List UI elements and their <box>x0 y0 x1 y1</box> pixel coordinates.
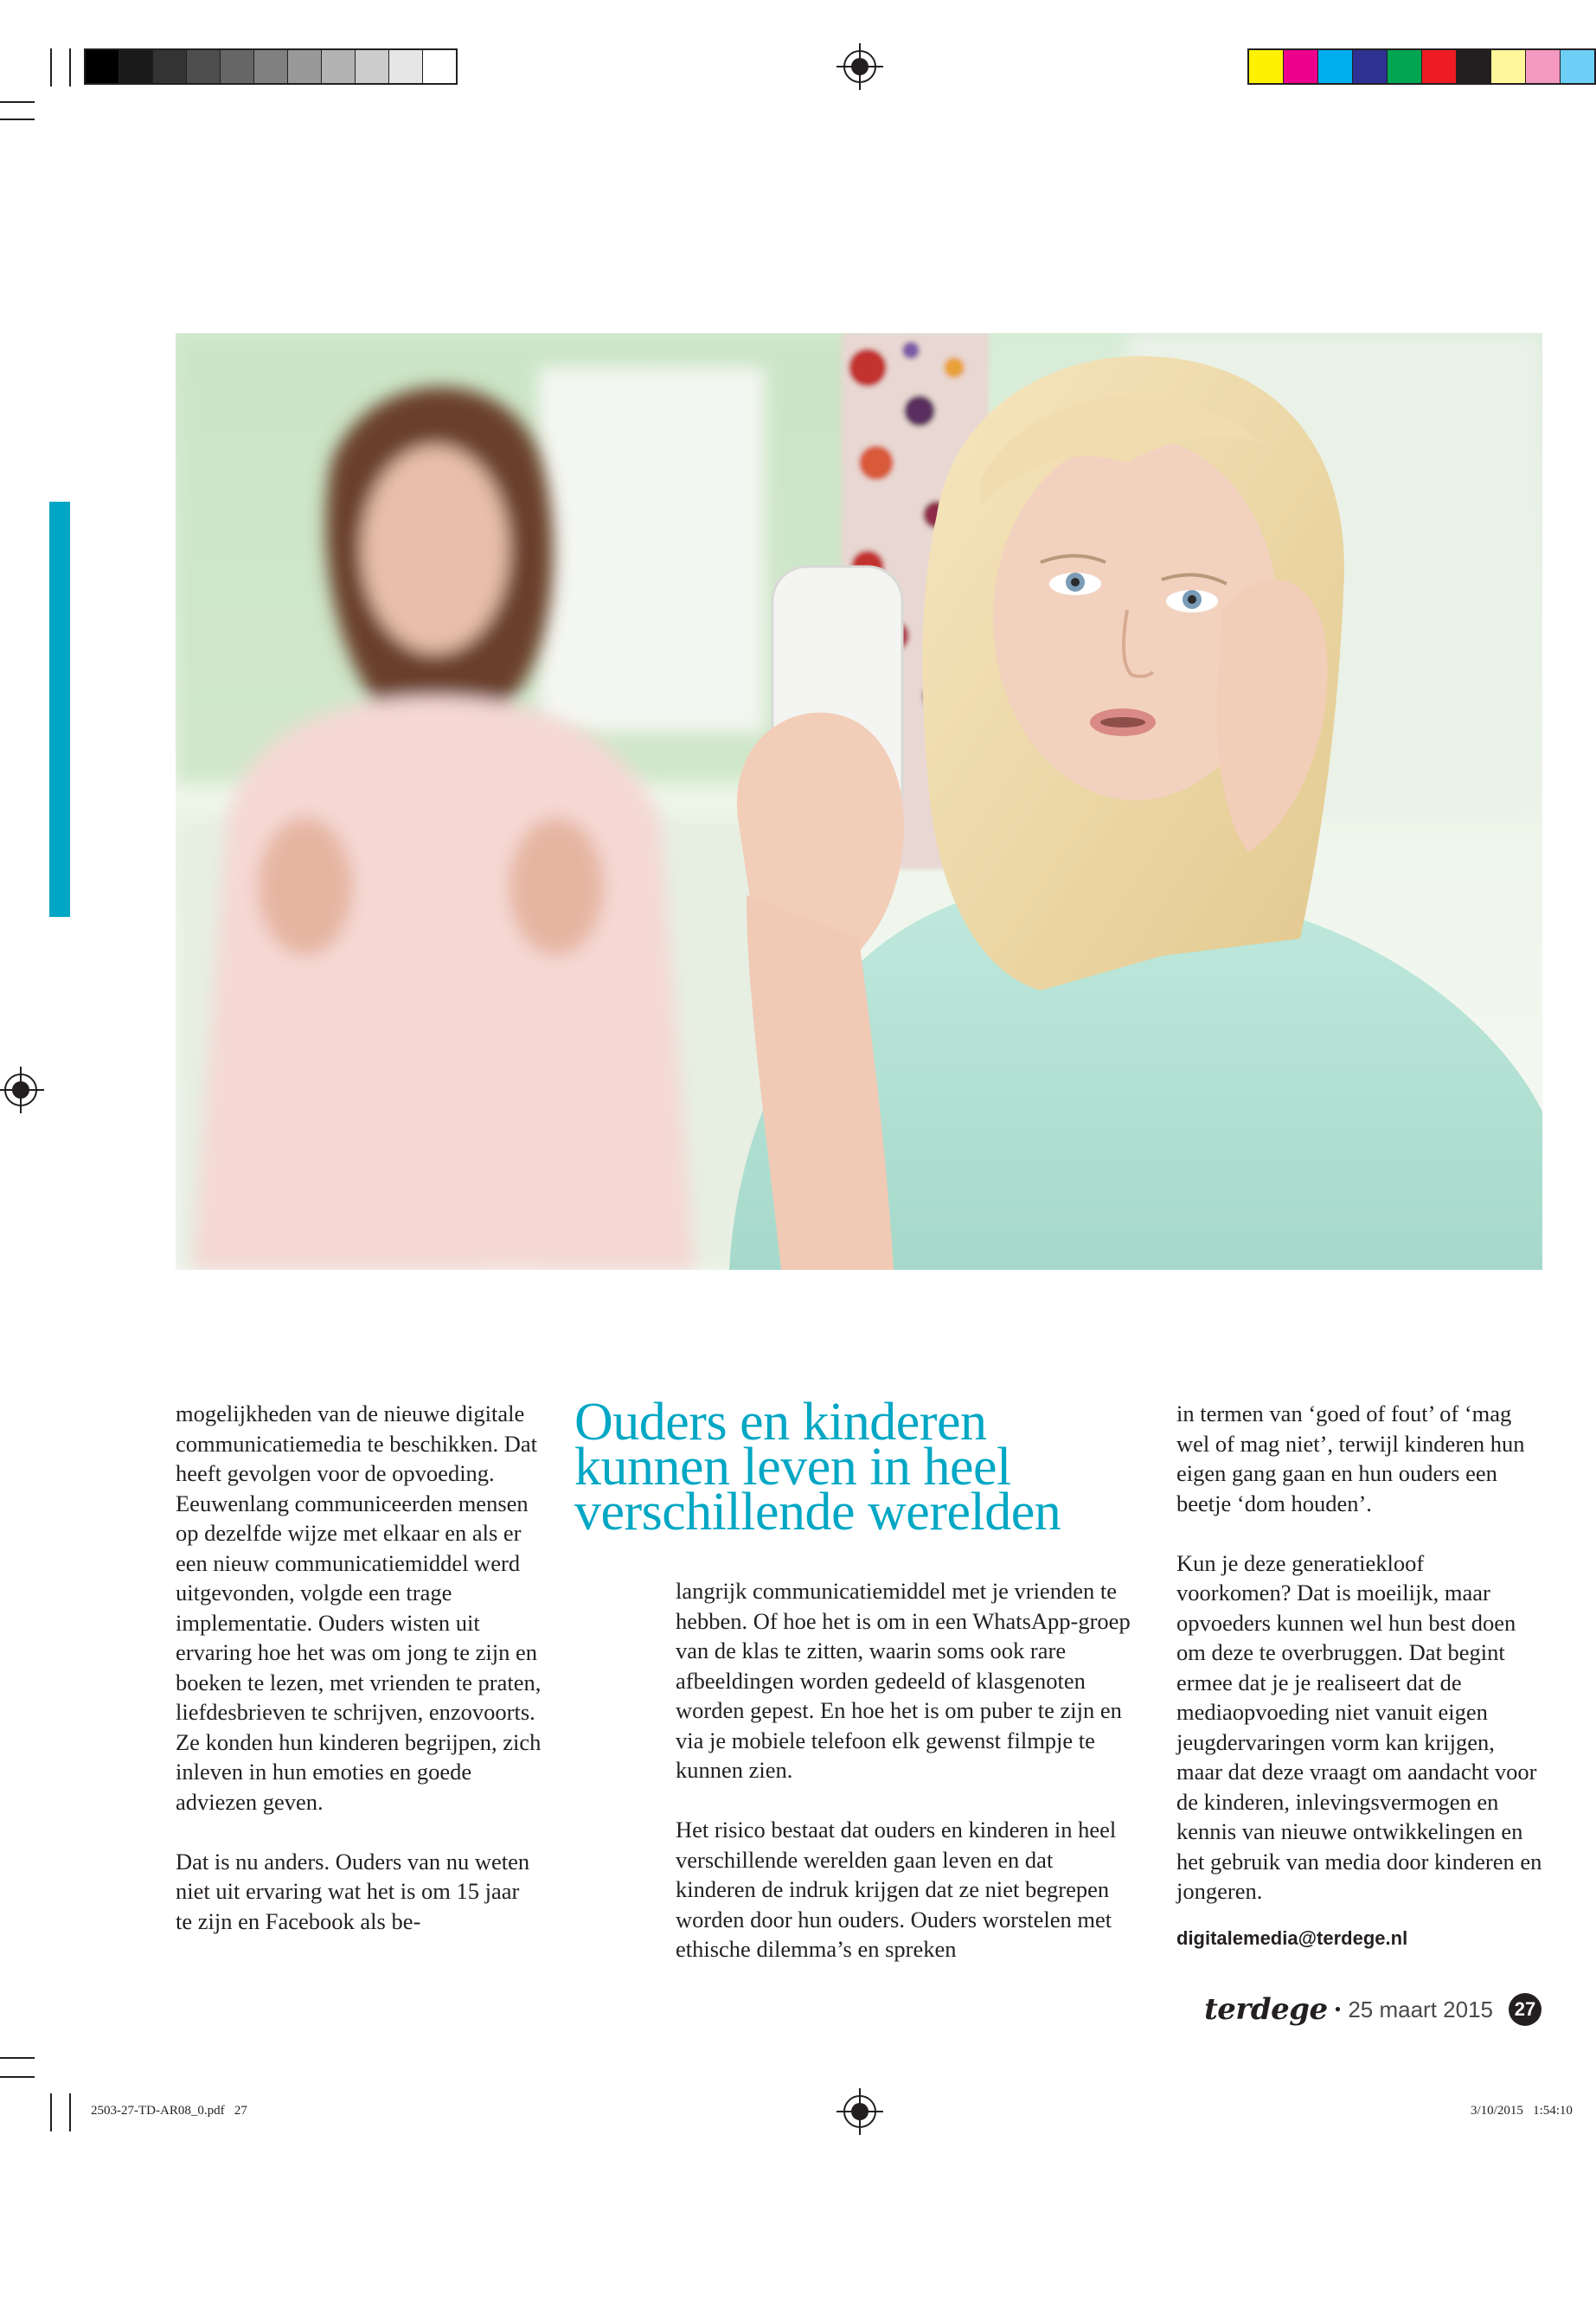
gray-patch <box>322 50 356 83</box>
gray-patch <box>356 50 389 83</box>
gray-patch <box>86 50 119 83</box>
crop-mark <box>50 48 52 87</box>
article-column-1 <box>176 1399 542 1966</box>
crop-mark <box>0 2057 35 2059</box>
color-patch <box>1457 50 1491 83</box>
crop-mark <box>0 2076 35 2078</box>
gray-patch <box>288 50 322 83</box>
color-bar <box>1247 48 1596 85</box>
crop-mark <box>50 2093 52 2131</box>
registration-mark-icon <box>4 1074 37 1106</box>
gray-patch <box>423 50 456 83</box>
gray-patch <box>187 50 221 83</box>
page-footer <box>1204 1992 1542 2027</box>
color-patch <box>1249 50 1284 83</box>
accent-bar <box>49 502 70 917</box>
article-column-3 <box>1176 1399 1544 1953</box>
gray-patch <box>153 50 187 83</box>
article-column-2 <box>676 1576 1134 1994</box>
paragraph: Dat is nu anders. Ouders van nu weten niet uit ervaring wat het is om 15 jaar te zijn en Facebook als be- <box>176 1848 530 1934</box>
color-patch <box>1526 50 1561 83</box>
paragraph: Het risico bestaat dat ouders en kinderen in heel verschillende werelden gaan leven en dat kinderen de indruk krijgen dat ze niet begrepen worden door hun ouders. Ouders worstelen met ethische dilemma’s en spreken <box>676 1817 1117 1962</box>
print-slug-timestamp: 3/10/2015 1:54:10 <box>1471 2104 1573 2118</box>
registration-mark-icon <box>843 2095 876 2128</box>
pull-quote-headline: Ouders en kinderen kunnen leven in heel verschillende werelden <box>574 1393 1061 1541</box>
color-patch <box>1422 50 1457 83</box>
photo-illustration <box>176 333 1542 1270</box>
article-photo <box>176 333 1542 1270</box>
grayscale-bar <box>84 48 458 85</box>
color-patch <box>1284 50 1318 83</box>
crop-mark <box>0 101 35 103</box>
color-patch <box>1561 50 1594 83</box>
color-patch <box>1388 50 1422 83</box>
gray-patch <box>119 50 153 83</box>
gray-patch <box>254 50 288 83</box>
print-slug-file: 2503-27-TD-AR08_0.pdf 27 <box>91 2104 247 2118</box>
paragraph: mogelijkheden van de nieuwe digitale communicatiemedia te beschikken. Dat heeft gevolgen voor de opvoeding. Eeuwenlang communiceerden mensen op dezelfde wijze met elkaar en als er een nieuw communicatiemiddel werd uitgevonden, volgde een trage implementatie. Ouders wisten uit ervaring hoe het was om jong te zijn en boeken te lezen, met vrienden te praten, liefdesbrieven te schrijven, enzovoorts. Ze konden hun kinderen begrijpen, zich inleven in hun emoties en goede adviezen geven. <box>176 1400 542 1815</box>
crop-mark <box>69 48 71 87</box>
brand-logo: terdege <box>1204 1992 1328 2027</box>
paragraph: langrijk communicatiemiddel met je vrienden te hebben. Of hoe het is om in een WhatsApp-groep van de klas te zitten, waarin soms ook rare afbeeldingen worden gedeeld of klasgenoten worden gepest. En hoe het is om puber te zijn en via je mobiele telefoon elk gewenst filmpje te kunnen zien. <box>676 1578 1131 1783</box>
issue-date: 25 maart 2015 <box>1348 1996 1493 2022</box>
registration-mark-icon <box>843 50 876 83</box>
color-patch <box>1318 50 1353 83</box>
paragraph: in termen van ‘goed of fout’ of ‘mag wel of mag niet’, terwijl kinderen hun eigen gang gaan en hun ouders een beetje ‘dom houden’. <box>1176 1400 1525 1516</box>
page-number: 27 <box>1509 1993 1542 2026</box>
crop-mark <box>0 119 35 120</box>
color-patch <box>1491 50 1526 83</box>
color-patch <box>1353 50 1388 83</box>
gray-patch <box>221 50 254 83</box>
paragraph: Kun je deze generatiekloof voorkomen? Dat is moeilijk, maar opvoeders kunnen wel hun best doen om deze te overbruggen. Dat begint ermee dat je je realiseert dat de mediaopvoeding niet vanuit eigen jeugdervaringen vorm kan krijgen, maar dat deze vraagt om aandacht voor de kinderen, inlevingsvermogen en kennis van nieuwe ontwikkelingen en het gebruik van media door kinderen en jongeren. <box>1176 1549 1542 1904</box>
separator: • <box>1334 1998 1342 2020</box>
author-email-link[interactable]: digitalemedia@terdege.nl <box>1176 1926 1408 1949</box>
crop-mark <box>69 2093 71 2131</box>
gray-patch <box>389 50 423 83</box>
